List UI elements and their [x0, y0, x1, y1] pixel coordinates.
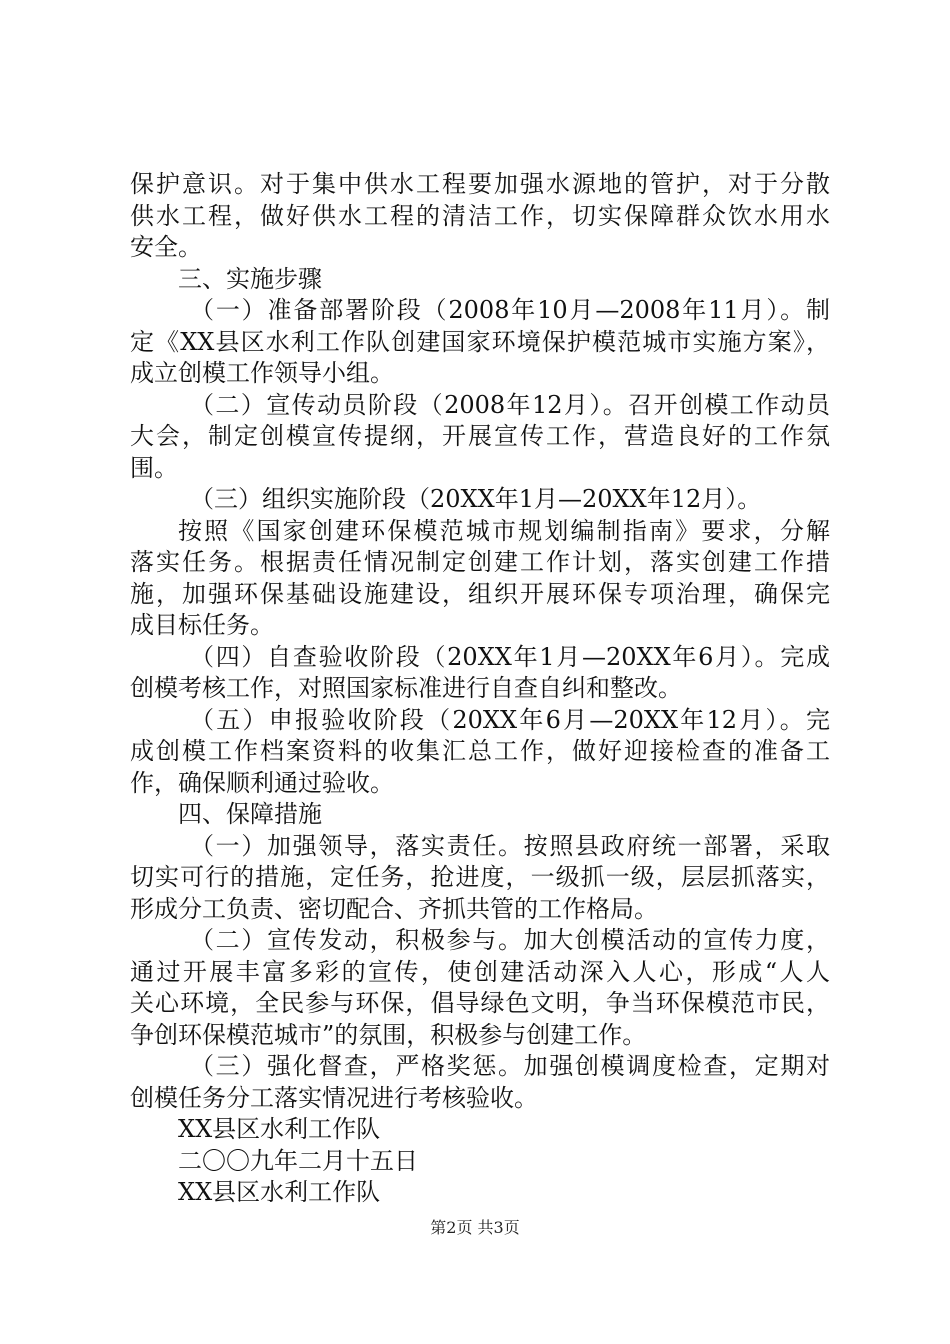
text-line: 作，确保顺利通过验收。 — [130, 768, 394, 797]
text-line: （四）自查验收阶段（20XX年1月—20XX年6月）。完成 — [190, 642, 830, 671]
text-line: （三）强化督查，严格奖惩。加强创模调度检查，定期对 — [190, 1052, 830, 1080]
text-line: （二）宣传发动，积极参与。加大创模活动的宣传力度， — [190, 926, 830, 954]
text-line: 成创模工作档案资料的收集汇总工作，做好迎接检查的准备工 — [130, 737, 830, 765]
text-line: 切实可行的措施，定任务，抢进度，一级抓一级，层层抓落实， — [130, 863, 830, 891]
text-line: 通过开展丰富多彩的宣传，使创建活动深入人心，形成“人人 — [130, 957, 830, 986]
section-heading: 四、保障措施 — [178, 800, 322, 828]
text-line: 成目标任务。 — [130, 611, 274, 639]
page-number: 第2页 共3页 — [430, 1218, 520, 1237]
text-line: （五）申报验收阶段（20XX年6月—20XX年12月）。完 — [190, 705, 830, 734]
text-line: 供水工程，做好供水工程的清洁工作，切实保障群众饮水用水 — [130, 201, 830, 230]
text-line: 创模任务分工落实情况进行考核验收。 — [130, 1083, 538, 1112]
text-line: （二）宣传动员阶段（2008年12月）。召开创模工作动员 — [190, 390, 830, 419]
signature-date: 二〇〇九年二月十五日 — [178, 1146, 418, 1175]
text-line: （一）加强领导，落实责任。按照县政府统一部署，采取 — [190, 831, 830, 860]
text-line: （一）准备部署阶段（2008年10月—2008年11月）。制 — [190, 296, 830, 324]
text-line: 定《XX县区水利工作队创建国家环境保护模范城市实施方案》， — [130, 327, 830, 356]
text-line: 形成分工负责、密切配合、齐抓共管的工作格局。 — [130, 894, 658, 923]
text-line: 安全。 — [130, 233, 202, 261]
text-line: 成立创模工作领导小组。 — [130, 359, 394, 387]
text-line: 争创环保模范城市”的氛围，积极参与创建工作。 — [130, 1020, 647, 1049]
text-line: 创模考核工作，对照国家标准进行自查自纠和整改。 — [130, 674, 682, 702]
text-line: 关心环境，全民参与环保，倡导绿色文明，争当环保模范市民， — [130, 989, 830, 1017]
signature-org: XX县区水利工作队 — [178, 1115, 381, 1143]
text-line: 围。 — [130, 453, 178, 482]
text-line: 落实任务。根据责任情况制定创建工作计划，落实创建工作措 — [130, 548, 830, 576]
text-line: （三）组织实施阶段（20XX年1月—20XX年12月）。 — [190, 485, 762, 513]
section-heading: 三、实施步骤 — [178, 264, 322, 293]
signature-org: XX县区水利工作队 — [178, 1178, 381, 1206]
text-line: 按照《国家创建环保模范城市规划编制指南》要求，分解 — [178, 516, 830, 545]
text-line: 保护意识。对于集中供水工程要加强水源地的管护，对于分散 — [130, 170, 830, 198]
text-line: 大会，制定创模宣传提纲，开展宣传工作，营造良好的工作氛 — [130, 422, 830, 450]
document-body — [130, 169, 830, 1209]
text-line: 施，加强环保基础设施建设，组织开展环保专项治理，确保完 — [130, 579, 830, 608]
